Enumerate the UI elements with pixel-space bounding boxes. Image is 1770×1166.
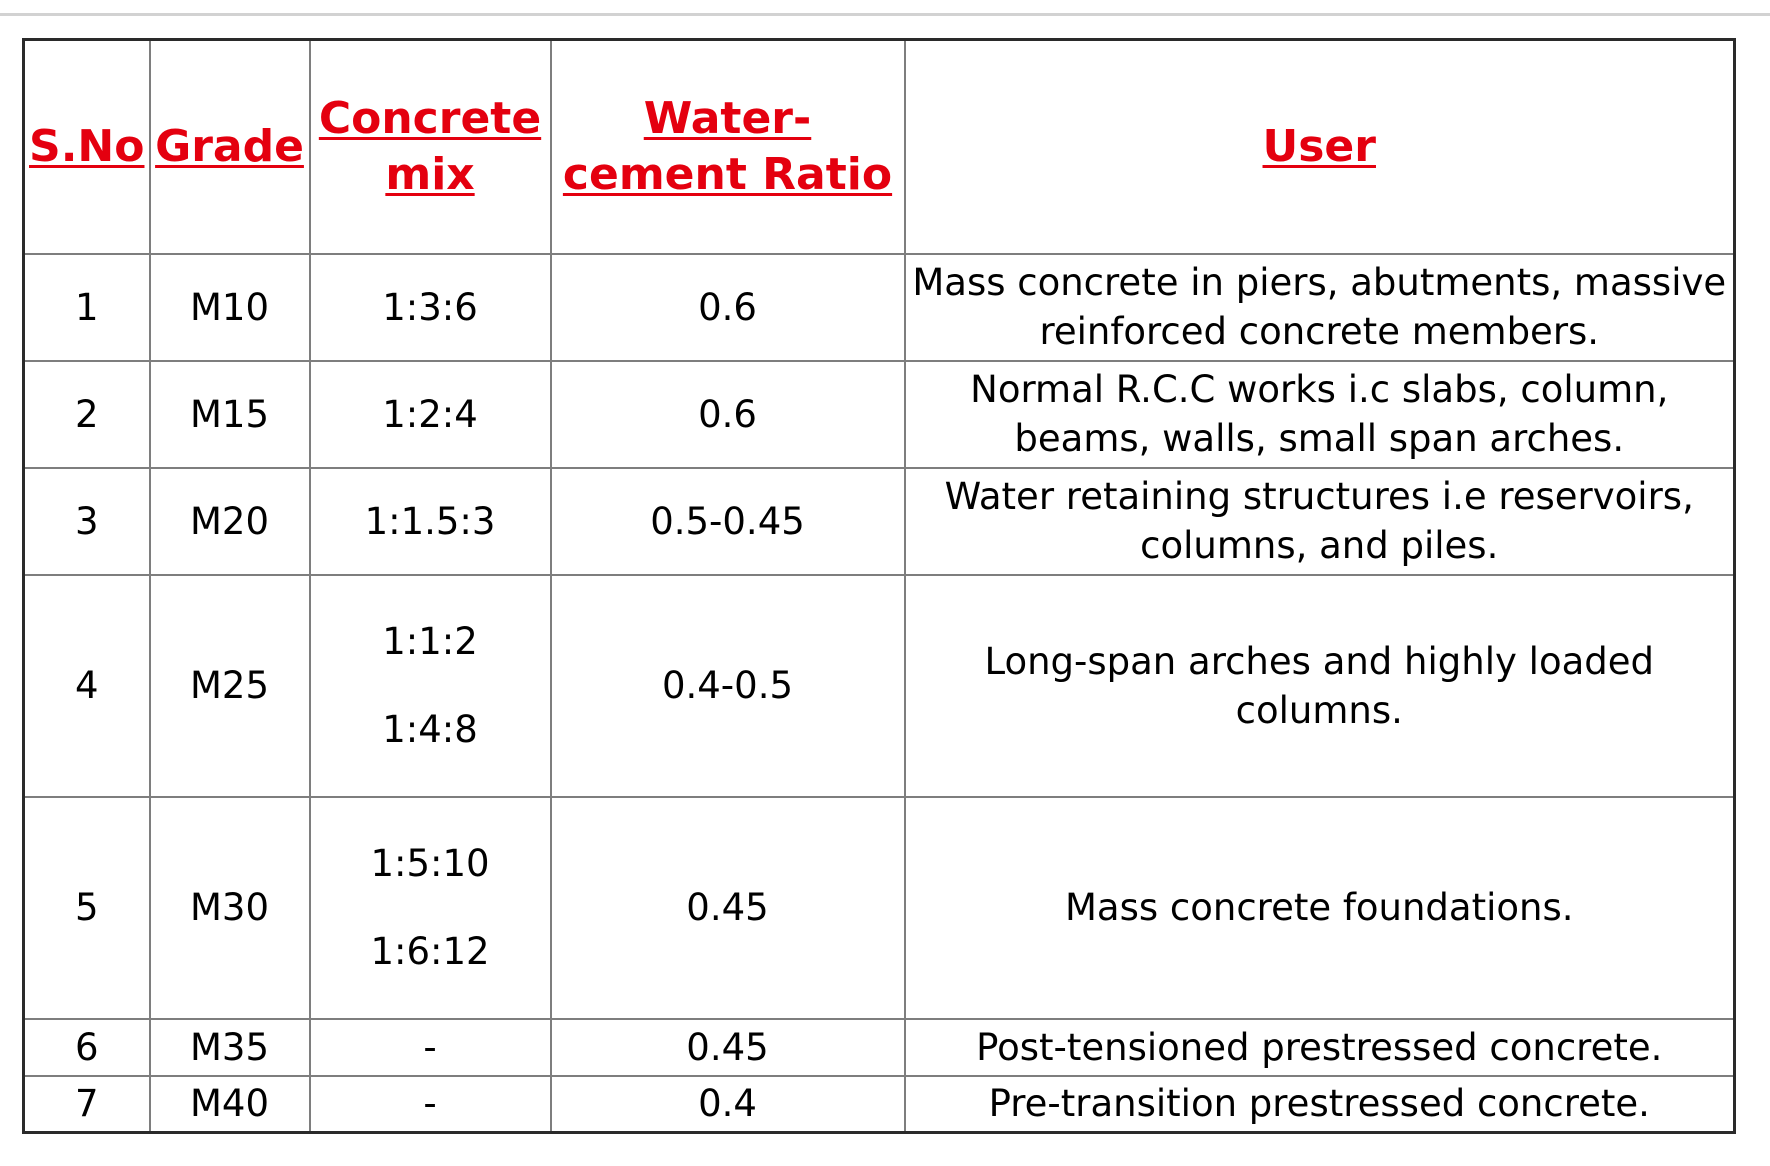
- header-row: [24, 40, 1735, 254]
- header-water-cement-ratio: Water- cement Ratio: [551, 40, 905, 254]
- cell-user: Mass concrete foundations.: [905, 797, 1735, 1019]
- cell-sno: 3: [24, 468, 150, 575]
- cell-sno: 5: [24, 797, 150, 1019]
- table-row: [24, 254, 1735, 361]
- cell-water-cement-ratio: 0.45: [551, 797, 905, 1019]
- cell-grade: M15: [150, 361, 310, 468]
- cell-sno: 1: [24, 254, 150, 361]
- cell-water-cement-ratio: 0.5-0.45: [551, 468, 905, 575]
- header-grade: Grade: [150, 40, 310, 254]
- table-row: [24, 797, 1735, 1019]
- cell-water-cement-ratio: 0.6: [551, 361, 905, 468]
- cell-user: Normal R.C.C works i.c slabs, column, beams, walls, small span arches.: [905, 361, 1735, 468]
- table-row: [24, 361, 1735, 468]
- cell-concrete-mix: [310, 1076, 551, 1133]
- cell-water-cement-ratio: 0.4-0.5: [551, 575, 905, 797]
- mix-value: 1:5:10: [370, 841, 490, 885]
- cell-water-cement-ratio: 0.45: [551, 1019, 905, 1076]
- cell-sno: 2: [24, 361, 150, 468]
- header-concrete-mix: Concrete mix: [310, 40, 551, 254]
- mix-value: 1:6:12: [370, 929, 490, 973]
- cell-water-cement-ratio: 0.4: [551, 1076, 905, 1133]
- mix-value: 1:1.5:3: [364, 499, 496, 543]
- cell-concrete-mix: [310, 797, 551, 1019]
- table-row: [24, 468, 1735, 575]
- mix-value: 1:1:2: [382, 619, 478, 663]
- table-row: [24, 575, 1735, 797]
- cell-grade: M20: [150, 468, 310, 575]
- cell-grade: M40: [150, 1076, 310, 1133]
- cell-water-cement-ratio: 0.6: [551, 254, 905, 361]
- top-divider: [0, 13, 1770, 16]
- header-sno: S.No: [24, 40, 150, 254]
- cell-concrete-mix: [310, 575, 551, 797]
- cell-grade: M25: [150, 575, 310, 797]
- mix-value: -: [423, 1025, 437, 1069]
- mix-value: 1:3:6: [382, 285, 478, 329]
- cell-concrete-mix: [310, 361, 551, 468]
- cell-concrete-mix: [310, 1019, 551, 1076]
- cell-user: Long-span arches and highly loaded columns.: [905, 575, 1735, 797]
- cell-concrete-mix: [310, 254, 551, 361]
- table-row: [24, 1019, 1735, 1076]
- mix-value: 1:4:8: [382, 707, 478, 751]
- cell-sno: 6: [24, 1019, 150, 1076]
- cell-user: Water retaining structures i.e reservoirs, columns, and piles.: [905, 468, 1735, 575]
- cell-sno: 4: [24, 575, 150, 797]
- cell-concrete-mix: [310, 468, 551, 575]
- cell-user: Pre-transition prestressed concrete.: [905, 1076, 1735, 1133]
- cell-grade: M30: [150, 797, 310, 1019]
- cell-user: Mass concrete in piers, abutments, massive reinforced concrete members.: [905, 254, 1735, 361]
- cell-sno: 7: [24, 1076, 150, 1133]
- cell-grade: M35: [150, 1019, 310, 1076]
- header-user: User: [905, 40, 1735, 254]
- mix-value: 1:2:4: [382, 392, 478, 436]
- concrete-grades-table: [22, 38, 1736, 1134]
- cell-user: Post-tensioned prestressed concrete.: [905, 1019, 1735, 1076]
- table-row: [24, 1076, 1735, 1133]
- cell-grade: M10: [150, 254, 310, 361]
- mix-value: -: [423, 1082, 437, 1126]
